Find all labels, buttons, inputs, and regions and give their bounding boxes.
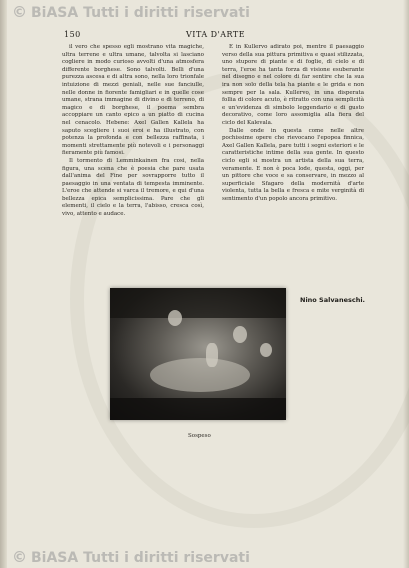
watermark-top xyxy=(12,3,250,21)
photo-dark-floor xyxy=(110,398,286,420)
photo-bottle xyxy=(206,343,218,367)
watermark-text: BiASA Tutti i diritti riservati xyxy=(31,5,250,21)
watermark-text: BiASA Tutti i diritti riservati xyxy=(31,550,250,566)
photo-figure-head xyxy=(233,326,247,343)
watermark-bottom xyxy=(12,548,250,566)
right-text-column xyxy=(222,44,364,203)
author-signature: Nino Salvaneschi. xyxy=(300,296,366,304)
illustration-photo xyxy=(110,288,286,420)
paragraph: il vero che spesso egli mostrano vita magiche, ultra terrene e ultra umane, talvolta si lasciano cogliere in modo curioso avvolti d'una atmosfera differente borghese. Sono talvolti. Belli d'una purezza ascesa e di altra sono, nella loro trionfale intuizione di mezzi geniali, nelle sue fanciulle, nelle donne in fiorente famigliari e in quelle cose umane, strana immagine di divino e di terreno, di magico e di borghese, il poema sembra accoppiare un canto epico a un piatto di cucina nel cenacolo. Hebene: Axel Gallen Kallela ha saputo scegliere i suoi eroi e ha illustrato, con potenza la profonda e con bellezza raffinata, i momenti strettamente più notevoli e i personaggi fieramente più famosi. xyxy=(62,44,204,157)
running-title: VITA D'ARTE xyxy=(186,30,246,39)
photo-figure-head xyxy=(168,310,182,326)
copyright-icon: © xyxy=(12,548,27,566)
page-edge-shadow xyxy=(403,0,409,568)
page-header xyxy=(64,30,364,42)
paragraph: Il tormento di Lemminkainen fra cosi, nella figura, una scena che è poesia che pare usata dall'anima del Fine per sovrapporre tutto il paesaggio in una ventata di tempesta imminente. L'eroe che attende si varca il tremore, e qui d'una bellezza epica semplicissima. Pare che gli elementi, il cielo e la terra, l'abisso, cresca così, vivo, attento e audace. xyxy=(62,157,204,218)
page-number: 150 xyxy=(64,30,81,39)
photo-figure-head xyxy=(260,343,272,357)
paragraph: Dalle onde in questa come nelle altre pochissime opere che rievocano l'epopea finnica, Axel Gallen Kallela, pare tutti i segni esteriori e le caratteristiche intime della sua gente. In questo ciclo egli si mostra un artista della sua terra, veramente. E non è poca lode, questa, oggi, per un pittore che voce e sa conservare, in mezzo al superficiale Sfagaro della modernità d'arte violenta, tutta la bella e fresca e mite verginità di sentimento d'un popolo ancora primitivo. xyxy=(222,127,364,202)
paragraph: E in Kullervo adirato poi, mentre il paesaggio verso della sua pittura primitiva e quasi stilizzata, uno stupore di piante e di foglie, di cielo e di terra, l'eroe ha tanta forza di visione esuberante nel disegno e nel colore di far sentire che la sua ira non solo della tela ha piante e le grida e non sempre per la sala. Kullervo, in una disperata follia di colore acuto, è ritratto con una semplicità e un'evidenza di simbolo leggendario e di gusto decorativo, come loro assomiglia alla fiera del ciclo del Kalevala. xyxy=(222,44,364,126)
copyright-icon: © xyxy=(12,3,27,21)
page-gutter-shadow xyxy=(0,0,7,568)
photo-dark-band xyxy=(110,288,286,318)
photo-table xyxy=(150,358,250,392)
figure-caption: Sospeso xyxy=(188,433,211,439)
left-text-column xyxy=(62,44,204,219)
